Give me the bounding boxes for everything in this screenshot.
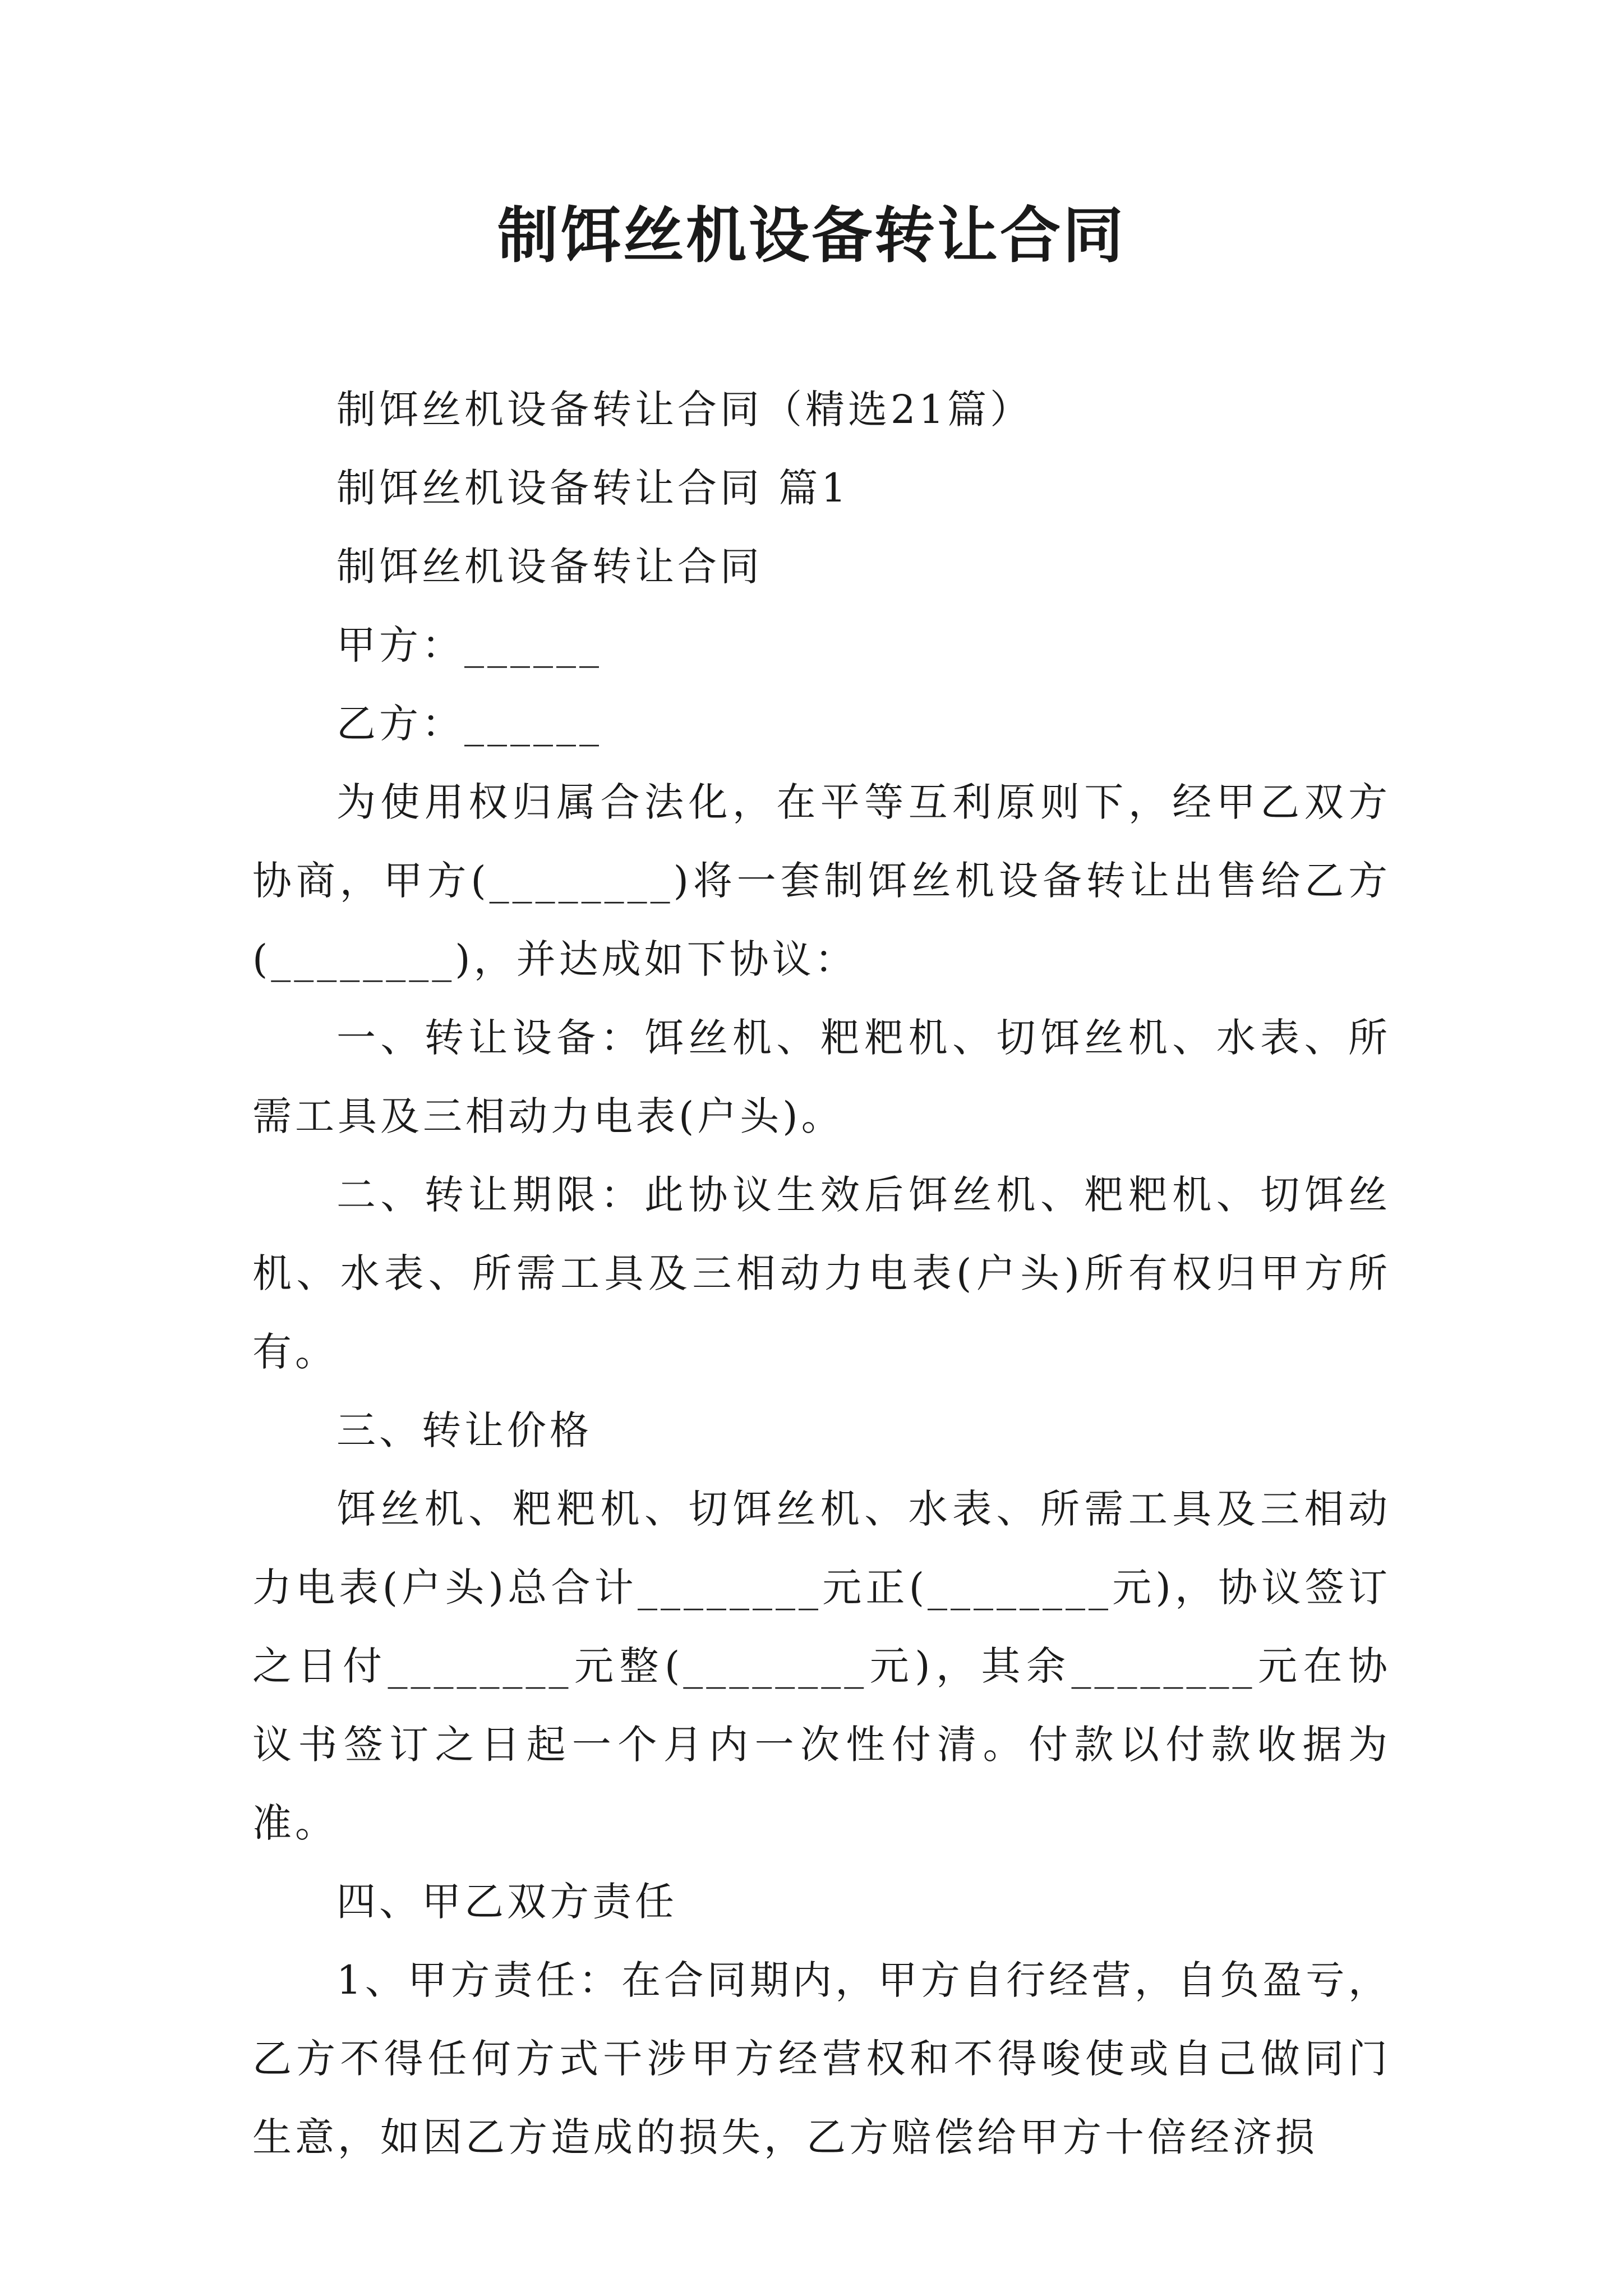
paragraph-clause-2: 二、转让期限：此协议生效后饵丝机、粑粑机、切饵丝机、水表、所需工具及三相动力电表(户头)所有权归甲方所有。 [252,1172,1391,1375]
document-title: 制饵丝机设备转让合同 [497,200,1126,271]
paragraph-contract-name: 制饵丝机设备转让合同 [336,544,763,590]
paragraph-clause-3-heading: 三、转让价格 [336,1407,592,1453]
paragraph-party-b: 乙方：______ [336,701,602,747]
paragraph-subtitle: 制饵丝机设备转让合同（精选21篇） [336,386,1033,432]
paragraph-preamble: 为使用权归属合法化，在平等互利原则下，经甲乙双方协商，甲方(________)将一套制饵丝机设备转让出售给乙方(________)，并达成如下协议： [252,779,1391,982]
paragraph-clause-3-body: 饵丝机、粑粑机、切饵丝机、水表、所需工具及三相动力电表(户头)总合计________元正(________元)，协议签订之日付________元整(________元)，其余________元在协议书签订之日起一个月内一次性付清。付款以付款收据为准。 [252,1486,1391,1846]
paragraph-section-heading: 制饵丝机设备转让合同 篇1 [336,465,850,511]
document-body [252,370,1391,2177]
paragraph-clause-4-heading: 四、甲乙双方责任 [336,1879,677,1925]
paragraph-clause-1: 一、转让设备：饵丝机、粑粑机、切饵丝机、水表、所需工具及三相动力电表(户头)。 [252,1015,1391,1139]
paragraph-party-a: 甲方：______ [336,622,602,668]
paragraph-clause-4-item-1: 1、甲方责任：在合同期内，甲方自行经营，自负盈亏，乙方不得任何方式干涉甲方经营权和不得唆使或自己做同门生意，如因乙方造成的损失，乙方赔偿给甲方十倍经济损 [252,1957,1391,2160]
